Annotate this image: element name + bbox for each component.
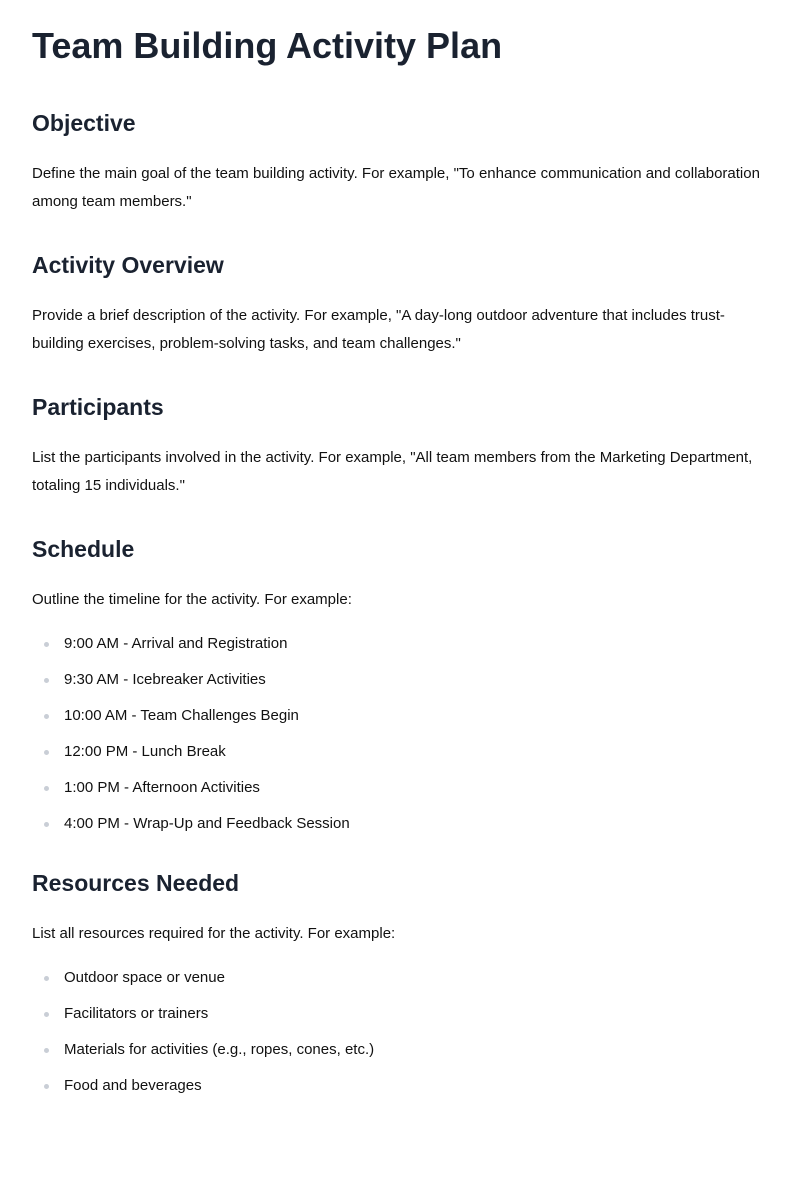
section-text: Outline the timeline for the activity. For example: bbox=[32, 591, 352, 608]
section-schedule bbox=[32, 534, 768, 834]
list-item: 9:30 AM - Icebreaker Activities bbox=[32, 670, 768, 690]
list-item: Facilitators or trainers bbox=[32, 1004, 768, 1024]
list-item: Outdoor space or venue bbox=[32, 968, 768, 988]
section-objective bbox=[32, 108, 768, 216]
section-text: List the participants involved in the activity. For example, "All team members from the Marketing Department, totaling 15 individuals." bbox=[32, 449, 753, 494]
section-activity-overview bbox=[32, 250, 768, 358]
section-heading: Schedule bbox=[32, 536, 135, 562]
resources-list bbox=[32, 968, 768, 1096]
section-heading: Activity Overview bbox=[32, 252, 224, 278]
section-resources-needed bbox=[32, 868, 768, 1096]
schedule-list bbox=[32, 634, 768, 834]
section-heading: Resources Needed bbox=[32, 870, 240, 896]
list-item: 10:00 AM - Team Challenges Begin bbox=[32, 706, 768, 726]
section-participants bbox=[32, 392, 768, 500]
list-item: 4:00 PM - Wrap-Up and Feedback Session bbox=[32, 814, 768, 834]
list-item: Materials for activities (e.g., ropes, cones, etc.) bbox=[32, 1040, 768, 1060]
section-text: Provide a brief description of the activity. For example, "A day-long outdoor adventure that includes trust-building exercises, problem-solving tasks, and team challenges." bbox=[32, 307, 725, 352]
page-title: Team Building Activity Plan bbox=[32, 25, 503, 66]
section-text: Define the main goal of the team building activity. For example, "To enhance communication and collaboration among team members." bbox=[32, 165, 760, 210]
section-heading: Objective bbox=[32, 110, 136, 136]
list-item: 9:00 AM - Arrival and Registration bbox=[32, 634, 768, 654]
section-text: List all resources required for the activity. For example: bbox=[32, 925, 396, 942]
list-item: 1:00 PM - Afternoon Activities bbox=[32, 778, 768, 798]
section-heading: Participants bbox=[32, 394, 164, 420]
list-item: 12:00 PM - Lunch Break bbox=[32, 742, 768, 762]
list-item: Food and beverages bbox=[32, 1076, 768, 1096]
